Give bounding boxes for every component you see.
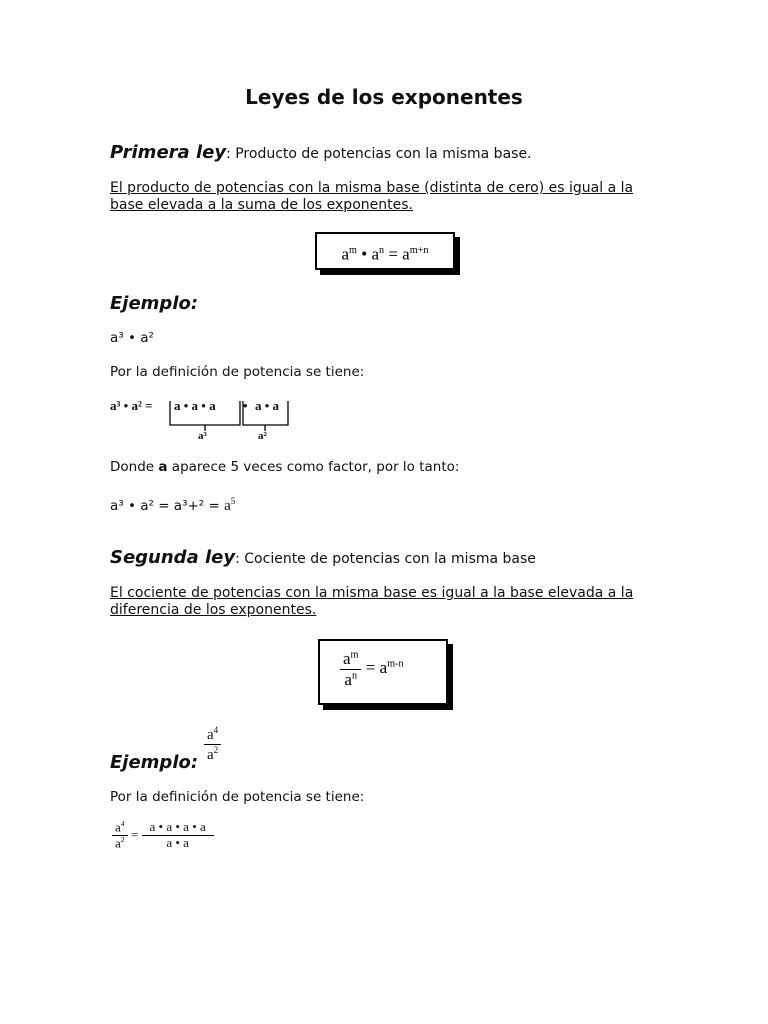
primera-example-expr: a³ • a² [110,330,154,346]
primera-ejemplo-label: Ejemplo: [110,293,199,314]
primera-donde-text: Donde a aparece 5 veces como factor, por lo tanto: [110,459,460,475]
segunda-expansion: $\frac{a^4}{a^2}$ = $\frac{a • a • a • a}{a • a}$ [112,820,214,852]
primera-ley-heading [110,142,532,163]
expansion-label-1: a³ [198,430,207,442]
segunda-ley-desc: : Cociente de potencias con la misma base [235,551,536,567]
primera-ley-rule: El producto de potencias con la misma base (distinta de cero) es igual a la base elevada a la suma de los exponentes. [110,180,634,213]
expansion-group2: a • a [255,398,280,413]
segunda-ley-rule: El cociente de potencias con la misma base es igual a la base elevada a la diferencia de los exponentes. [110,585,634,618]
page-title: Leyes de los exponentes [245,85,523,109]
expansion-brackets [110,396,310,448]
primera-ley-desc: : Producto de potencias con la misma base. [226,146,532,162]
expansion-lhs: a³ • a² = [110,398,153,413]
primera-ley-formula: $a^m$ • $a^n = a^{m+n}$ [315,232,455,270]
segunda-ejemplo-label: Ejemplo: [110,752,199,773]
expansion-dot: • [243,398,248,413]
segunda-def-text: Por la definición de potencia se tiene: [110,789,365,805]
segunda-ley-formula: $\frac{a^m}{a^n}$ = $a^{m-n}$ [318,639,448,705]
segunda-ley-name: Segunda ley [110,547,236,568]
primera-result: a³ • $a^2 = a^3+^2 = a^5$ [110,496,236,514]
primera-ley-name: Primera ley [110,142,227,163]
primera-def-text: Por la definición de potencia se tiene: [110,364,365,380]
segunda-ley-heading [110,547,536,568]
expansion-label-2: a² [258,430,267,442]
primera-expansion [110,396,310,448]
segunda-example-fraction: $\frac{a^4}{a^2}$ [204,725,221,765]
expansion-group1: a • a • a [174,398,216,413]
